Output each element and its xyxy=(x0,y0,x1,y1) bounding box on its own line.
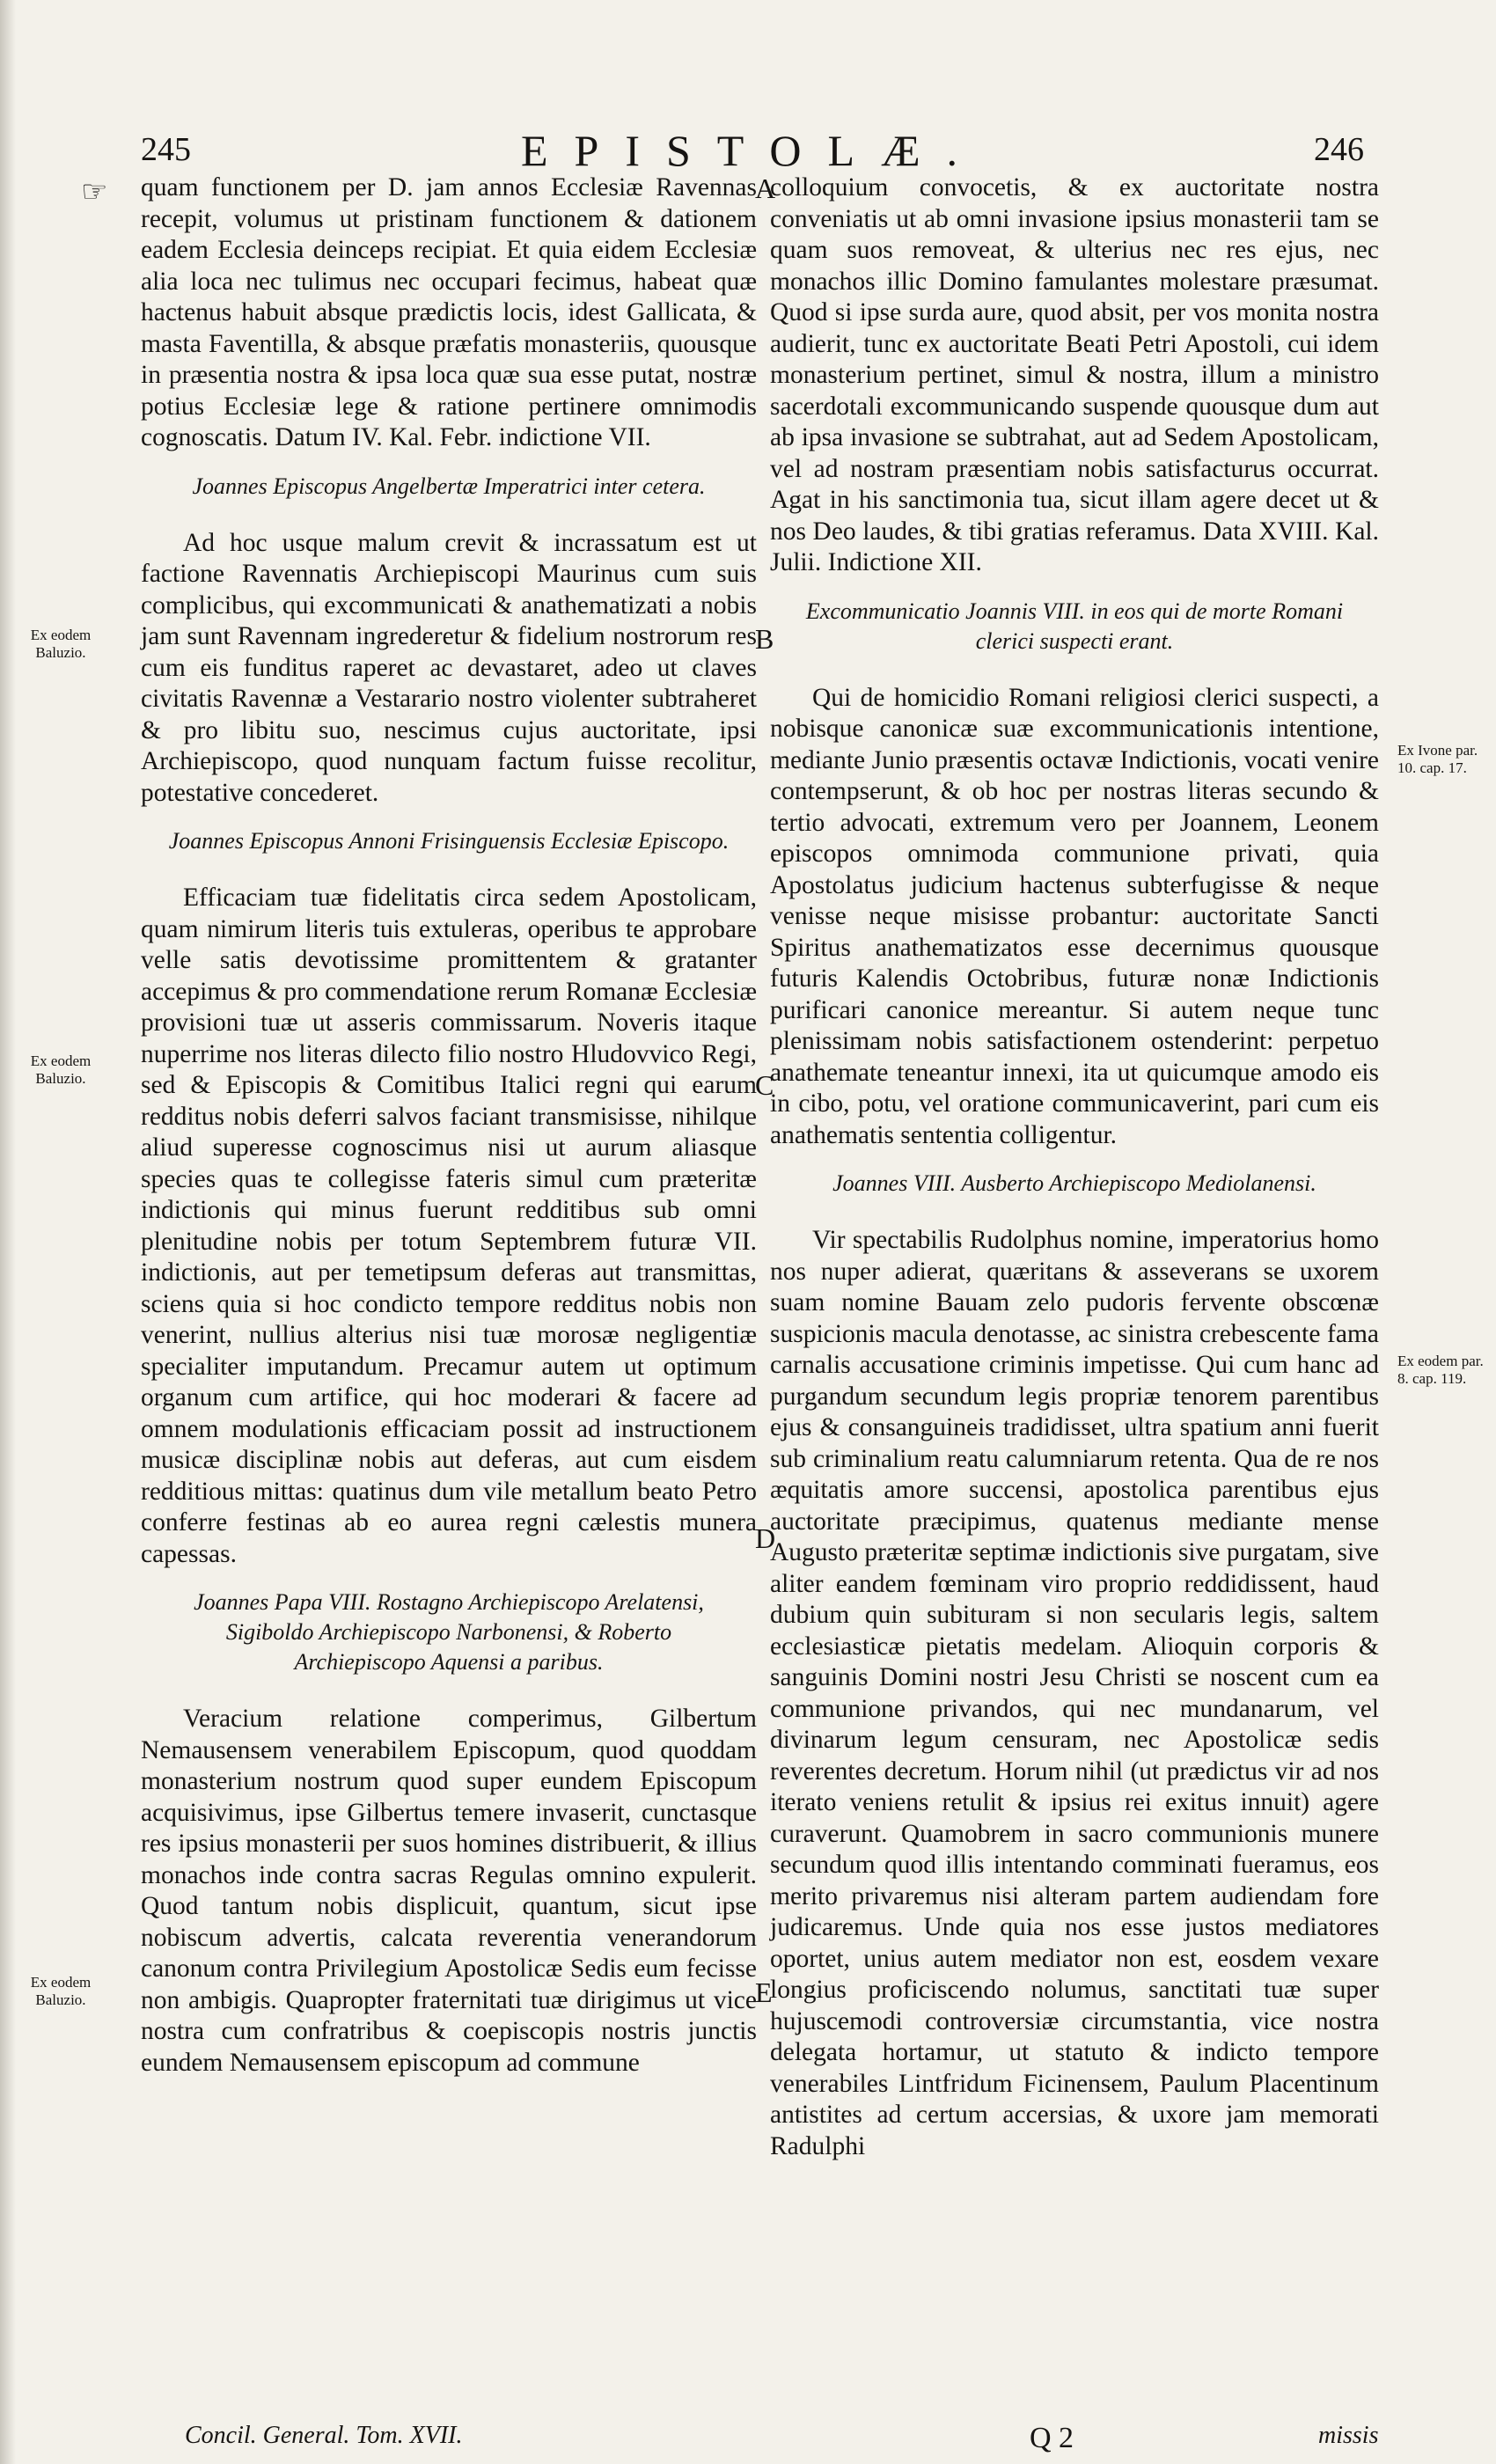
left-paragraph-2: Ad hoc usque malum crevit & incrassatum est ut factione Ravennatis Archiepiscopi Maurinus cum suis complicibus, qui excommunicati & anathematizati a nobis jam sunt Ravennam ingrederetur & fidelium nostrorum res cum eis funditus raperet ac devastaret, adeo ut claves civitatis Ravennæ a Vestarario nostro violenter subtraheret & pro libitu suo, nescimus cujus auctoritate, ipsi Archiepiscopo, quod nunquam factum fuisse recolitur, potestative concederet. xyxy=(141,528,757,807)
section-letter-a: A xyxy=(755,172,776,204)
right-paragraph-3: Vir spectabilis Rudolphus nomine, imperatorius homo nos nuper adierat, quæritans & asseverans se uxorem suam nomine Bauam zelo pudoris fervente obscœnæ suspicionis macula denotasse, ac sinistra crebescente fama carnalis accusatione criminis impetisse. Qui cum hanc ad purgandum secundum legis propriæ tenorem parentibus ejus & consanguineis tradidisset, ultra spatium anni fuerit sub criminalium reatu calumniarum retenta. Qua de re nos æquitatis amore succensi, apostolica parentibus ejus auctoritate præcipimus, quatenus mediante mense Augusto præteritæ septimæ indictionis sive purgatam, sive aliter eandem fœminam viro proprio reddidissent, haud dubium quin subituram si non secularis legis, saltem ecclesiasticæ pietatis medelam. Alioquin corporis & sanguinis Domini nostri Jesu Christi se noscent cum ea communione privandos, qui nec mundanarum, vel divinarum legum censuram, nec Apostolicæ sedis reverentes decretum. Horum nihil (ut prædictus vir ad nos iterato veniens retulit & ipsius rei exitus innuit) agere curaverunt. Quamobrem in sacro communionis munere secundum quod illis intentando comminati fueramus, eos merito privaremus nisi alteram partem audiendam fore judicaremus. Unde quia nos esse justos mediatores oportet, unius autem mediator non est, eosdem vexare longius proficiscendo nolumus, sanctitati tuæ super hujuscemodi controversiæ circumstantia, vice nostra delegata hortamur, ut statuto & indicto tempore venerabiles Lintfridum Ficinensem, Paulum Placentinum antistites ad certum accersias, & uxore jam memorati Radulphi xyxy=(770,1226,1379,2160)
margin-note-source: Ex eodem par. 8. cap. 119. xyxy=(1397,1353,1484,1387)
footer-signature: Q 2 xyxy=(1030,2422,1074,2454)
left-heading-2: Joannes Episcopus Annoni Frisinguensis Ecclesiæ Episcopo. xyxy=(168,828,730,854)
page-number-left: 245 xyxy=(141,131,191,168)
page-number-right: 246 xyxy=(1314,131,1364,168)
right-heading-2: Joannes VIII. Ausberto Archiepiscopo Mediolanensi. xyxy=(832,1170,1316,1196)
left-paragraph-3: Efficaciam tuæ fidelitatis circa sedem Apostolicam, quam nimirum literis tuis extuleras, operibus te approbare velle satis devotissime promittentem & gratanter accepimus & pro commendatione rerum Romanæ Ecclesiæ provisioni tuæ ut asseris commissarum. Noveris itaque nuperrime nos literas dilecto filio nostro Hludovvico Regi, sed & Episcopis & Comitibus Italici regni qui earum redditus nobis deferri salvos faciant transmisisse, nihilque aliud superesse cognoscimus nisi ut aurum aliasque species quas te collegisse fateris simul cum præteritæ indictionis qui minus fuerunt redditibus sub omni plenitudine nobis per totum Septembrem futuræ VII. indictionis, aut per temetipsum deferas aut transmittas, sciens quia si hoc condicto tempore redditus nobis non venerint, nullius alterius nisi tuæ morosæ negligentiæ specialiter imputandum. Precamur autem ut optimum organum cum artifice, qui hoc moderari & facere ad omnem modulationis efficaciam possit ad instructionem musicæ disciplinæ nobis aut deferas, aut cum eisdem redditious mittas: quatinus dum vile metallum beato Petro conferre festinas ab eo aurea regni cælestis munera capessas. xyxy=(141,884,757,1568)
section-letter-d: D xyxy=(755,1522,776,1554)
right-column xyxy=(770,172,1379,2162)
pointing-hand-icon: ☞ xyxy=(81,176,108,209)
margin-note-source: Ex eodem Baluzio. xyxy=(30,1052,92,1087)
margin-note-source: Ex Ivone par. 10. cap. 17. xyxy=(1397,742,1478,776)
section-letter-b: B xyxy=(755,623,774,655)
left-column xyxy=(141,172,757,2079)
margin-note-source: Ex eodem Baluzio. xyxy=(30,627,92,661)
left-heading-1: Joannes Episcopus Angelbertæ Imperatrici inter cetera. xyxy=(192,473,706,499)
right-paragraph-2: Qui de homicidio Romani religiosi clerici suspecti, a nobisque canonicæ suæ excommunicationis intentione, mediante Junio præsentis octavæ Indictionis, vocati venire contempserunt, & ob hoc per nostras literas secundo & tertio advocati, extremum vero per Joannem, Leonem episcopos omnimoda communione privati, quia Apostolatus judicium hactenus subterfugisse & neque venisse neque misisse probantur: auctoritate Sancti Spiritus anathematizatos esse decernimus quousque futuris Kalendis Octobribus, futuræ nonæ Indictionis purificari canonice mereantur. Si autem neque tunc plenissimam nobis satisfactionem ostenderint: perpetuo anathemate teneantur innexi, ita ut quicumque amodo eis in cibo, potu, vel oratione communicaverint, pari cum eis anathematis sententia colligentur. xyxy=(770,683,1379,1149)
footer-volume: Concil. General. Tom. XVII. xyxy=(185,2422,463,2449)
footer-catchword: missis xyxy=(1318,2422,1379,2449)
right-heading-1: Excommunicatio Joannis VIII. in eos qui de morte Romani clerici suspecti erant. xyxy=(805,598,1344,654)
right-paragraph-1: colloquium convocetis, & ex auctoritate nostra conveniatis ut ab omni invasione ipsius monasterii tam se quam suos removeat, & ulterius nec res ejus, nec monachos illic Domino famulantes molestare præsumat. Quod si ipse surda aure, quod absit, per vos monita nostra audierit, tunc ex auctoritate Beati Petri Apostoli, cui idem monasterium pertinet, simul & nostra, illum a ministro sacerdotali excommunicando suspende quousque dum aut ab ipsa invasione se subtrahat, aut ad Sedem Apostolicam, vel ad nostram præsentiam nobis satisfacturus occurrat. Agat in his sanctimonia tua, sicut illam agere decet ut & nos Deo laudes, & tibi gratias referamus. Data XVIII. Kal. Julii. Indictione XII. xyxy=(770,173,1379,576)
gutter-shadow xyxy=(0,0,16,2464)
section-letter-e: E xyxy=(755,1976,773,2008)
margin-note-source: Ex eodem Baluzio. xyxy=(30,1974,92,2008)
left-paragraph-4: Veracium relatione comperimus, Gilbertum Nemausensem venerabilem Episcopum, quod quoddam monasterium nostrum quod super eundem Episcopum acquisivimus, ipse Gilbertus temere invaserit, cunctasque res ipsius monasterii per suos homines distribuerit, & illius monachos inde contra sacras Regulas omnino expulerit. Quod tantum nobis displicuit, quantum, sicut ipse nobiscum advertis, calcata reverentia venerandorum canonum contra Privilegium Apostolicæ Sedis eum fecisse non ambigis. Quapropter fraternitati tuæ dirigimus ut vice nostra cum confratribus & coepiscopis nostris junctis eundem Nemausensem episcopum ad commune xyxy=(141,1705,757,2077)
page-footer xyxy=(0,2422,1496,2457)
left-paragraph-1: quam functionem per D. jam annos Ecclesiæ Ravennas recepit, volumus ut pristinam functionem & dationem eadem Ecclesia deinceps recipiat. Et quia eidem Ecclesiæ alia loca nec tulimus nec occupari fecimus, habeat quæ hactenus habuit absque prædictis locis, idest Gallicata, & masta Faventilla, & absque præfatis monasteriis, quousque in præsentia nostra & ipsa loca quæ sua esse putat, nostræ potius Ecclesiæ lege & ratione pertinere omnimodis cognoscatis. Datum IV. Kal. Febr. indictione VII. xyxy=(141,173,757,451)
left-heading-3: Joannes Papa VIII. Rostagno Archiepiscopo Arelatensi, Sigiboldo Archiepiscopo Narbonensi, & Roberto Archiepiscopo Aquensi a paribus. xyxy=(194,1589,704,1675)
running-title: EPISTOLÆ. xyxy=(520,126,985,175)
section-letter-c: C xyxy=(755,1069,774,1101)
